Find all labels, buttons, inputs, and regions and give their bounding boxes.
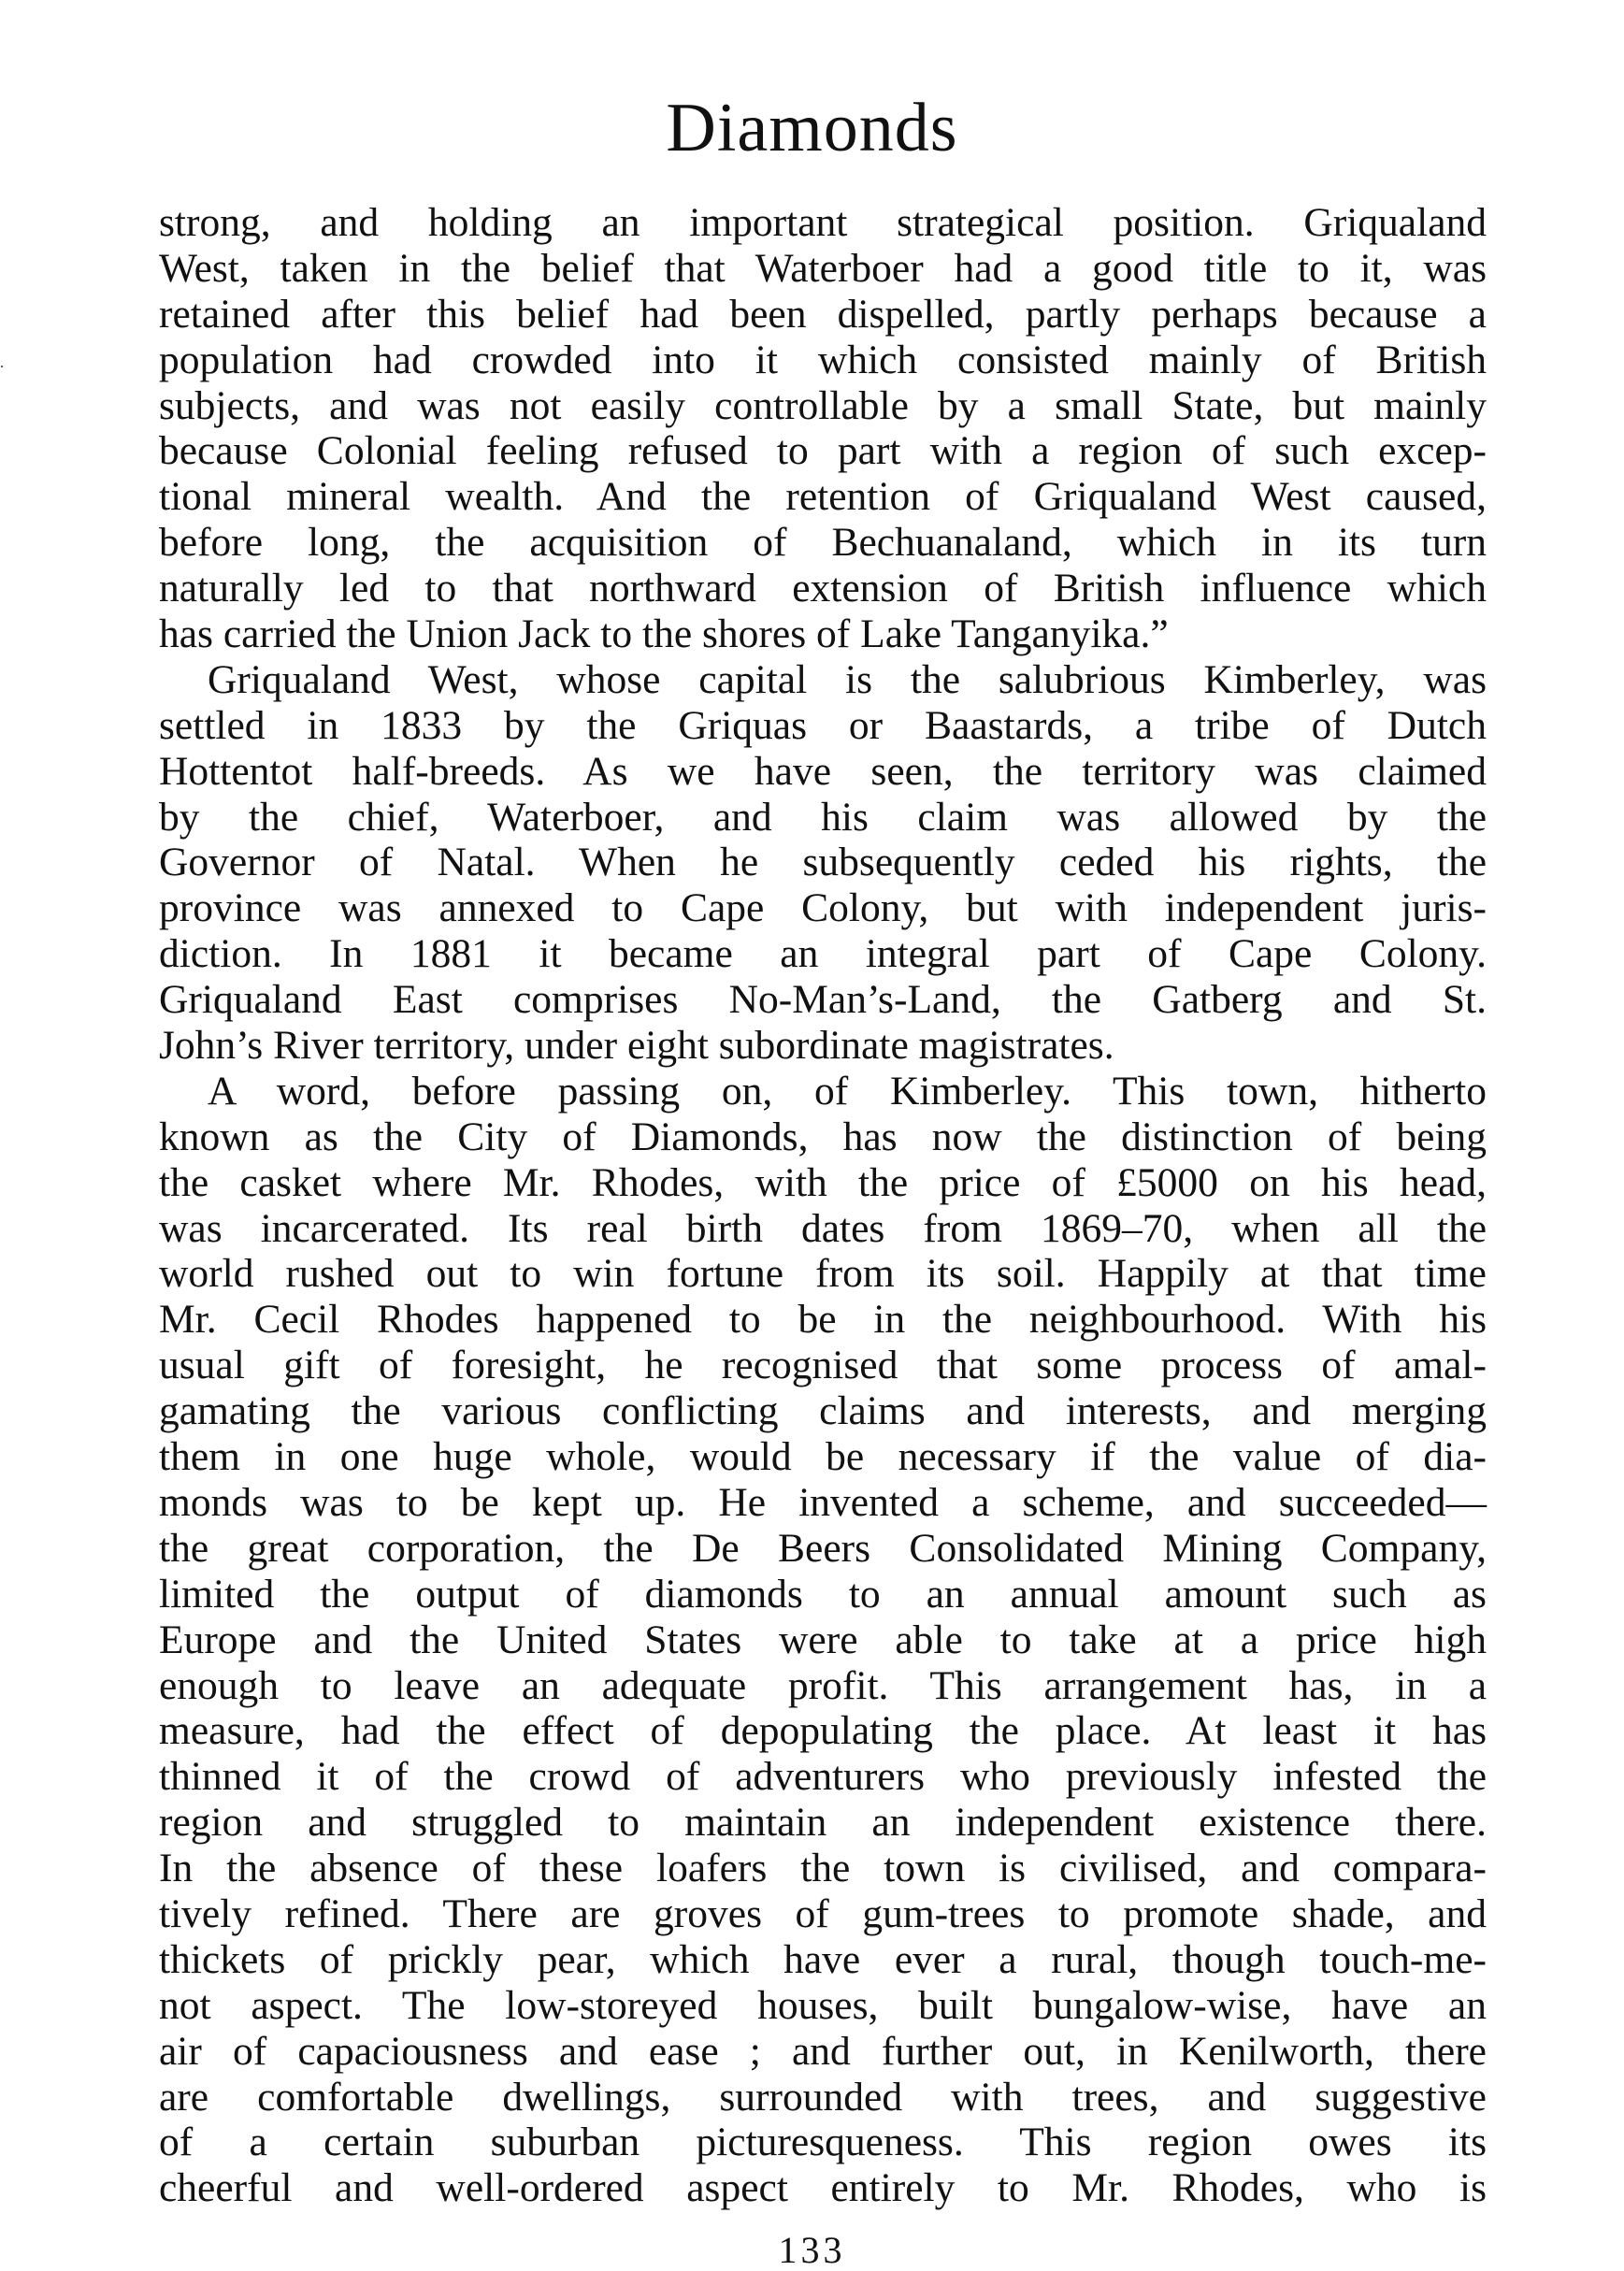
text-line: known as the City of Diamonds, has now the distinction of being — [159, 1114, 1487, 1159]
text-line: strong, and holding an important strategical position. Griqualand — [159, 200, 1487, 245]
text-line: Hottentot half-breeds. As we have seen, the territory was claimed — [159, 748, 1487, 794]
text-line: Mr. Cecil Rhodes happened to be in the neighbourhood. With his — [159, 1297, 1487, 1343]
text-line: has carried the Union Jack to the shores of Lake Tanganyika.” — [159, 611, 1169, 657]
text-line: Griqualand East comprises No-Man’s-Land, the Gatberg and St. — [159, 977, 1487, 1023]
paragraph — [159, 1069, 1487, 2211]
text-line: limited the output of diamonds to an annual amount such as — [159, 1571, 1487, 1617]
text-line: province was annexed to Cape Colony, but with independent juris- — [159, 885, 1487, 931]
text-line: was incarcerated. Its real birth dates from 1869–70, when all the — [159, 1205, 1487, 1251]
text-line: usual gift of foresight, he recognised that some process of amal- — [159, 1343, 1487, 1388]
text-line: naturally led to that northward extension of British influence which — [159, 566, 1487, 611]
text-line: of a certain suburban picturesqueness. This region owes its — [159, 2120, 1487, 2165]
text-line: cheerful and well-ordered aspect entirely to Mr. Rhodes, who is — [159, 2165, 1487, 2211]
text-line: thinned it of the crowd of adventurers who previously infested the — [159, 1754, 1487, 1800]
text-line: In the absence of these loafers the town is civilised, and compara- — [159, 1846, 1487, 1891]
text-line: Griqualand West, whose capital is the salubrious Kimberley, was — [208, 656, 1487, 702]
text-line: retained after this belief had been dispelled, partly perhaps because a — [159, 291, 1487, 337]
text-line: Governor of Natal. When he subsequently ceded his rights, the — [159, 840, 1487, 885]
text-line: A word, before passing on, of Kimberley. This town, hitherto — [208, 1068, 1487, 1114]
text-line: measure, had the effect of depopulating the place. At least it has — [159, 1708, 1487, 1754]
text-line: West, taken in the belief that Waterboer had a good title to it, was — [159, 245, 1487, 291]
text-line: John’s River territory, under eight subordinate magistrates. — [159, 1023, 1114, 1069]
text-line: them in one huge whole, would be necessary if the value of dia- — [159, 1434, 1487, 1480]
running-head: Diamonds — [666, 90, 958, 166]
text-line: by the chief, Waterboer, and his claim was allowed by the — [159, 794, 1487, 840]
text-line: before long, the acquisition of Bechuanaland, which in its turn — [159, 520, 1487, 566]
text-line: settled in 1833 by the Griquas or Baastards, a tribe of Dutch — [159, 702, 1487, 748]
margin-speck — [1, 366, 3, 367]
text-line: not aspect. The low-storeyed houses, built bungalow-wise, have an — [159, 1982, 1487, 2028]
text-line: tional mineral wealth. And the retention of Griqualand West caused, — [159, 474, 1487, 520]
text-line: enough to leave an adequate profit. This arrangement has, in a — [159, 1662, 1487, 1708]
text-line: air of capaciousness and ease ; and further out, in Kenilworth, there — [159, 2028, 1487, 2074]
text-line: tively refined. There are groves of gum-trees to promote shade, and — [159, 1890, 1487, 1936]
text-line: are comfortable dwellings, surrounded with trees, and suggestive — [159, 2074, 1487, 2120]
text-line: population had crowded into it which consisted mainly of British — [159, 337, 1487, 382]
text-line: thickets of prickly pear, which have ever a rural, though touch-me- — [159, 1936, 1487, 1982]
paragraph — [159, 657, 1487, 1069]
text-line: diction. In 1881 it became an integral part of Cape Colony. — [159, 931, 1487, 977]
text-line: gamating the various conflicting claims and interests, and merging — [159, 1388, 1487, 1434]
text-line: subjects, and was not easily controllable by a small State, but mainly — [159, 382, 1487, 428]
text-line: because Colonial feeling refused to part with a region of such excep- — [159, 428, 1487, 474]
paragraph — [159, 200, 1487, 657]
page-number: 133 — [778, 2229, 846, 2271]
body-text — [159, 200, 1487, 2211]
text-line: monds was to be kept up. He invented a scheme, and succeeded— — [159, 1479, 1487, 1525]
text-line: the casket where Mr. Rhodes, with the price of £5000 on his head, — [159, 1159, 1487, 1205]
text-line: Europe and the United States were able to take at a price high — [159, 1617, 1487, 1662]
text-line: the great corporation, the De Beers Consolidated Mining Company, — [159, 1525, 1487, 1571]
text-line: world rushed out to win fortune from its soil. Happily at that time — [159, 1251, 1487, 1297]
text-line: region and struggled to maintain an independent existence there. — [159, 1800, 1487, 1846]
